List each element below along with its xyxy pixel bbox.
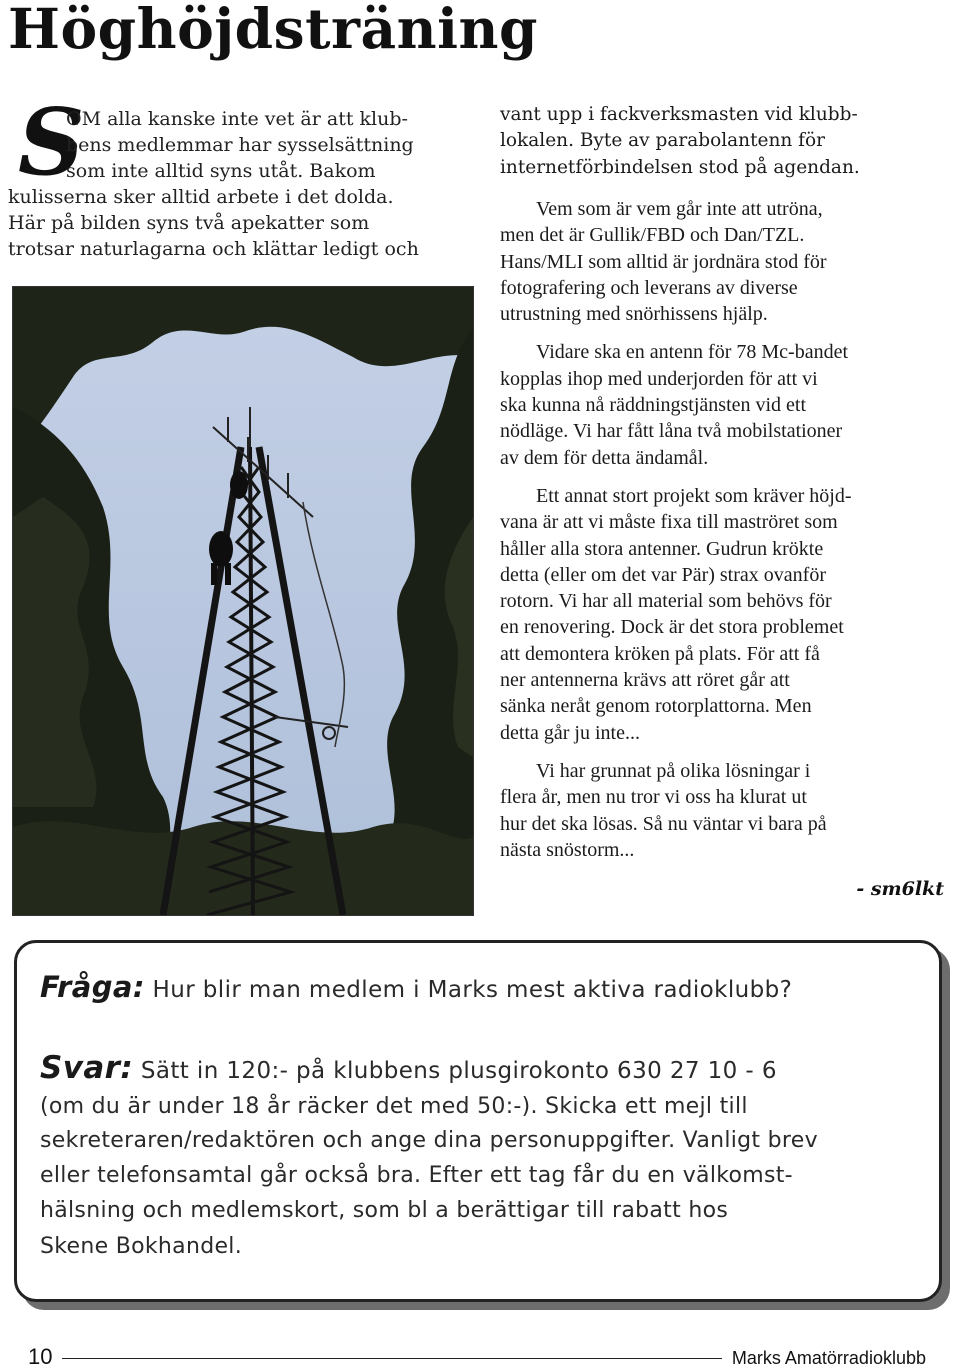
paragraph xyxy=(500,339,950,470)
intro-line: Här på bilden syns två apekatter som xyxy=(8,212,370,234)
text-line: detta (eller om det var Pär) strax ovanför xyxy=(500,563,826,586)
intro-line: kulisserna sker alltid arbete i det dolda. xyxy=(8,186,394,208)
article-column-2 xyxy=(500,196,950,863)
article-column xyxy=(500,102,950,181)
text-line: vana är att vi måste fixa till maströret som xyxy=(500,511,838,534)
mast-photo xyxy=(12,286,474,916)
intro-line: OM alla kanske inte vet är att klub- xyxy=(66,108,408,130)
intro-line: som inte alltid syns utåt. Bakom xyxy=(66,160,376,182)
text-line: rotorn. Vi har all material som behövs för xyxy=(500,590,832,613)
text-line: en renovering. Dock är det stora problemet xyxy=(500,616,844,639)
text-line: kopplas ihop med underjorden för att vi xyxy=(500,367,818,390)
author-signature: - sm6lkt xyxy=(856,878,944,900)
text-line: Ett annat stort projekt som kräver höjd- xyxy=(536,484,852,507)
answer-line: Skene Bokhandel. xyxy=(40,1234,242,1259)
page-title: Höghöjdsträning xyxy=(8,0,538,61)
paragraph xyxy=(500,483,950,746)
text-line: Hans/MLI som alltid är jordnära stod för xyxy=(500,250,827,273)
text-line: ner antennerna krävs att röret går att xyxy=(500,669,790,692)
answer-line: eller telefonsamtal går också bra. Efter ett tag får du en välkomst- xyxy=(40,1163,793,1188)
drop-cap: S xyxy=(18,88,85,196)
footer-rule xyxy=(62,1358,722,1359)
answer-line: sekreteraren/redaktören och ange dina personuppgifter. Vanligt brev xyxy=(40,1128,818,1153)
text-line: flera år, men nu tror vi oss ha klurat ut xyxy=(500,786,807,809)
mast-illustration xyxy=(13,287,473,915)
text-line: av dem för detta ändamål. xyxy=(500,446,709,469)
page-number: 10 xyxy=(28,1344,53,1369)
club-name: Marks Amatörradioklubb xyxy=(731,1348,926,1368)
text-line: utrustning med snörhissens hjälp. xyxy=(500,303,768,326)
text-line: lokalen. Byte av parabolantenn för xyxy=(500,130,826,152)
text-line: håller alla stora antenner. Gudrun krökte xyxy=(500,537,824,560)
question-text: Hur blir man medlem i Marks mest aktiva radioklubb? xyxy=(152,977,793,1003)
text-line: Vidare ska en antenn för 78 Mc-bandet xyxy=(536,341,849,364)
answer-text: Sätt in 120:- på klubbens plusgirokonto 630 27 10 - 6 xyxy=(140,1058,777,1084)
answer-first-line xyxy=(40,1050,777,1086)
paragraph xyxy=(500,758,950,863)
text-line: ska kunna nå räddningstjänsten vid ett xyxy=(500,394,807,417)
paragraph xyxy=(500,102,950,181)
intro-line: bens medlemmar har sysselsättning xyxy=(66,134,414,156)
question-line xyxy=(40,970,792,1004)
paragraph xyxy=(500,196,950,327)
text-line: Vi har grunnat på olika lösningar i xyxy=(536,759,811,782)
text-line: nästa snöstorm... xyxy=(500,838,635,861)
text-line: hur det ska lösas. Så nu väntar vi bara på xyxy=(500,812,827,835)
intro-line: trotsar naturlagarna och klättar ledigt och xyxy=(8,238,419,260)
answer-label: Svar: xyxy=(40,1050,134,1086)
text-line: att demontera kröken på plats. För att få xyxy=(500,642,820,665)
text-line: nödläge. Vi har fått låna två mobilstationer xyxy=(500,420,843,443)
answer-line: hälsning och medlemskort, som bl a berättigar till rabatt hos xyxy=(40,1198,729,1223)
text-line: sänka neråt genom rotorplattorna. Men xyxy=(500,695,812,718)
answer-line: (om du är under 18 år räcker det med 50:-). Skicka ett mejl till xyxy=(40,1094,748,1119)
text-line: Vem som är vem går inte att utröna, xyxy=(536,198,823,220)
text-line: internetförbindelsen stod på agendan. xyxy=(500,156,860,178)
question-label: Fråga: xyxy=(40,970,145,1004)
text-line: detta går ju inte... xyxy=(500,721,640,744)
text-line: vant upp i fackverksmasten vid klubb- xyxy=(500,104,858,125)
text-line: men det är Gullik/FBD och Dan/TZL. xyxy=(500,224,805,247)
text-line: fotografering och leverans av diverse xyxy=(500,276,798,299)
